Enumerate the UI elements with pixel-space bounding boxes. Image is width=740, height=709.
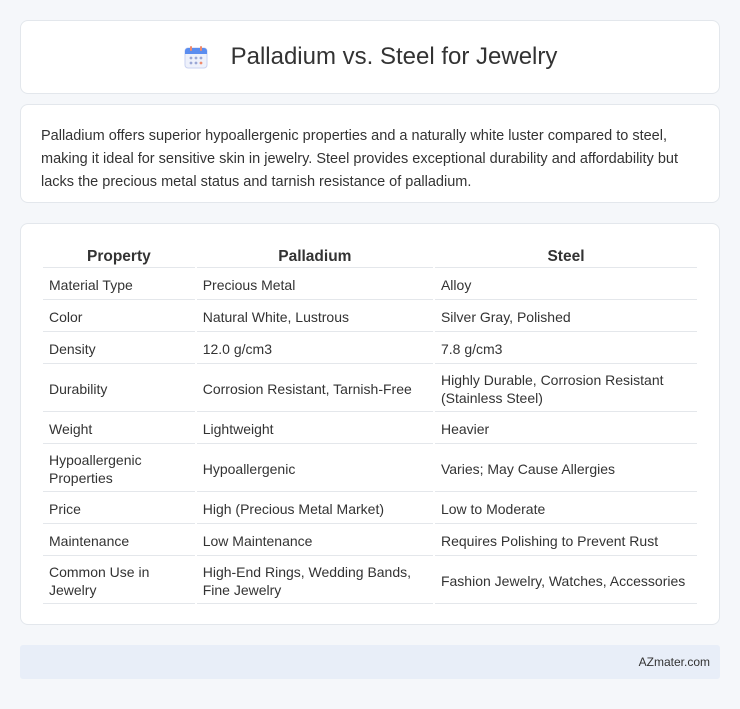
page-title: Palladium vs. Steel for Jewelry: [230, 43, 558, 70]
table-row: [43, 270, 697, 300]
table-row: [43, 414, 697, 444]
table-row: [43, 494, 697, 524]
table-cell: Natural White, Lustrous: [197, 302, 433, 332]
table-cell: Heavier: [435, 414, 697, 444]
table-cell: Fashion Jewelry, Watches, Accessories: [435, 558, 697, 604]
table-cell: Color: [43, 302, 195, 332]
table-row: [43, 446, 697, 492]
table-cell: Common Use in Jewelry: [43, 558, 195, 604]
column-header-property: Property: [43, 246, 195, 268]
table-cell: Requires Polishing to Prevent Rust: [435, 526, 697, 556]
table-cell: Corrosion Resistant, Tarnish-Free: [197, 366, 433, 412]
table-cell: Density: [43, 334, 195, 364]
table-cell: Precious Metal: [197, 270, 433, 300]
intro-paragraph: Palladium offers superior hypoallergenic properties and a naturally white luster compared to steel, making it ideal for sensitive skin in jewelry. Steel provides exceptional durability and affordability but lacks the precious metal status and tarnish resistance of palladium.: [20, 104, 720, 203]
column-header-palladium: Palladium: [197, 246, 433, 268]
table-row: [43, 334, 697, 364]
footer-site-link[interactable]: AZmater.com: [638, 655, 710, 669]
comparison-table: [41, 244, 699, 606]
table-cell: 12.0 g/cm3: [197, 334, 433, 364]
column-header-steel: Steel: [435, 246, 697, 268]
table-cell: Material Type: [43, 270, 195, 300]
table-cell: Low Maintenance: [197, 526, 433, 556]
table-cell: Varies; May Cause Allergies: [435, 446, 697, 492]
table-cell: Maintenance: [43, 526, 195, 556]
table-cell: High-End Rings, Wedding Bands, Fine Jewelry: [197, 558, 433, 604]
table-cell: Lightweight: [197, 414, 433, 444]
table-row: [43, 302, 697, 332]
table-cell: 7.8 g/cm3: [435, 334, 697, 364]
table-cell: Hypoallergenic Properties: [43, 446, 195, 492]
table-cell: High (Precious Metal Market): [197, 494, 433, 524]
table-cell: Silver Gray, Polished: [435, 302, 697, 332]
table-cell: Price: [43, 494, 195, 524]
table-cell: Weight: [43, 414, 195, 444]
page-footer: [20, 645, 720, 679]
table-cell: Highly Durable, Corrosion Resistant (Stainless Steel): [435, 366, 697, 412]
table-cell: Hypoallergenic: [197, 446, 433, 492]
table-header-row: [43, 246, 697, 268]
table-cell: Low to Moderate: [435, 494, 697, 524]
table-row: [43, 526, 697, 556]
table-cell: Alloy: [435, 270, 697, 300]
calendar-icon: [183, 44, 209, 70]
comparison-table-card: [20, 223, 720, 625]
page-header: [20, 20, 720, 94]
table-cell: Durability: [43, 366, 195, 412]
table-row: [43, 558, 697, 604]
table-row: [43, 366, 697, 412]
